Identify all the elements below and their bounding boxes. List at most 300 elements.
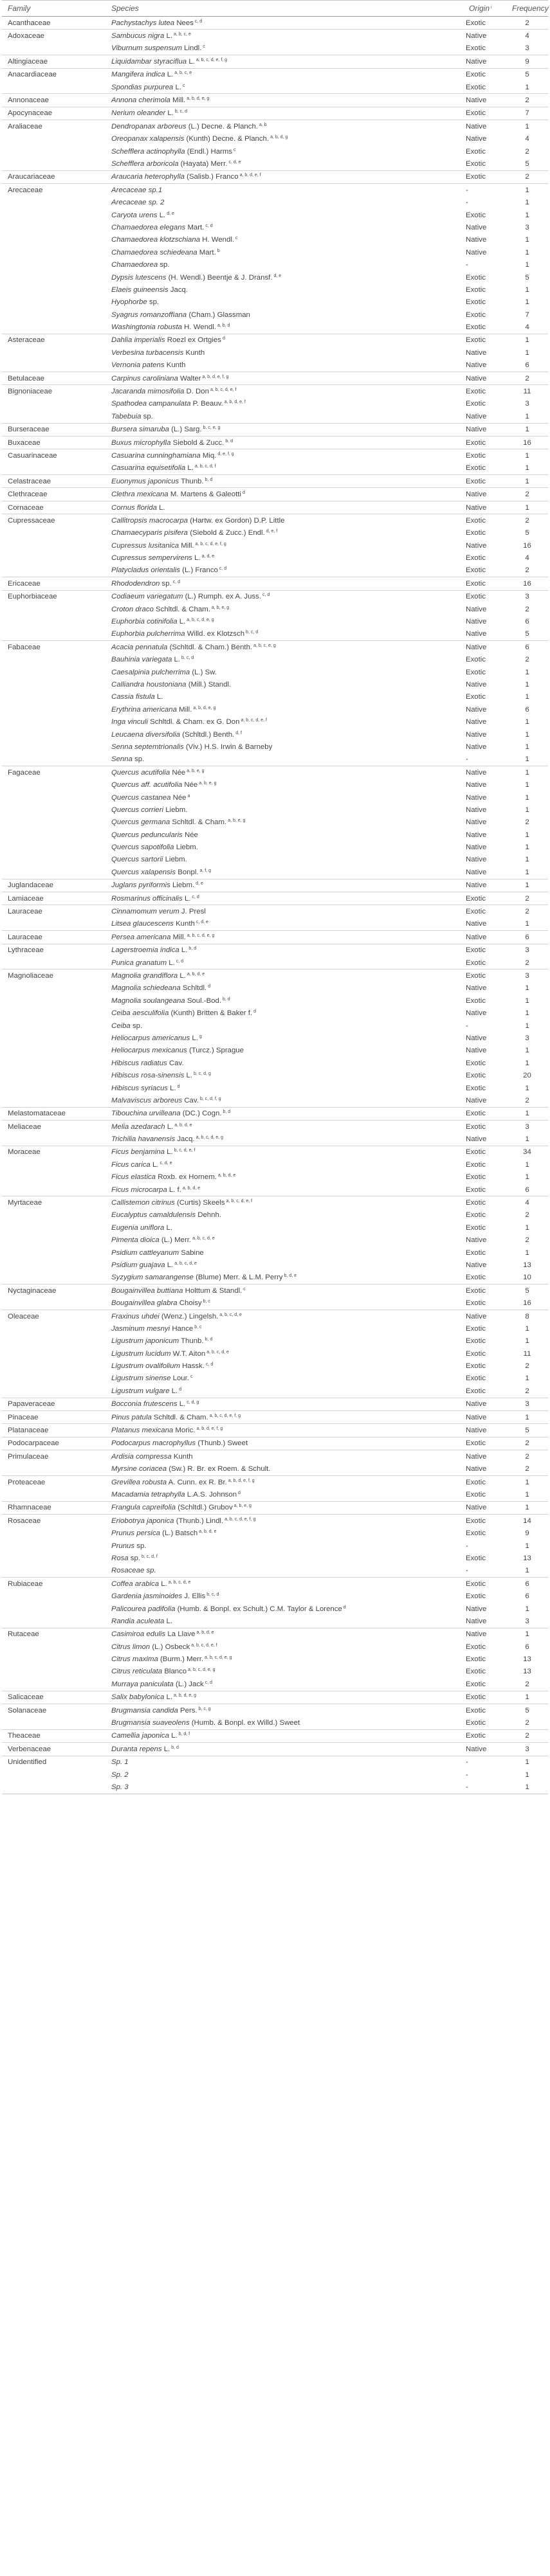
- table-row: [2, 475, 548, 488]
- species-name: Psidium guajava: [111, 1261, 165, 1269]
- family-cell: [2, 145, 105, 158]
- species-name: Annona cherimola: [111, 96, 170, 105]
- species-name: Hibiscus syriacus: [111, 1084, 168, 1092]
- species-name: Schefflera actinophylla: [111, 147, 185, 156]
- table-row: [2, 1120, 548, 1133]
- use-codes: a, b, c, e, g: [253, 643, 276, 648]
- use-codes: a, b, d, e, f: [239, 173, 261, 178]
- species-author: (Turcz.) Sprague: [188, 1047, 244, 1055]
- origin-cell: Exotic: [466, 1160, 486, 1169]
- table-row: [2, 359, 548, 372]
- family-cell: [2, 196, 105, 208]
- species-author: (L.) Rumph. ex A. Juss.: [185, 593, 261, 601]
- origin-cell: Exotic: [463, 905, 506, 918]
- table-row: [2, 654, 548, 666]
- table-row: [2, 957, 548, 969]
- frequency-cell: 6: [525, 705, 529, 714]
- frequency-cell: 1: [506, 1781, 548, 1794]
- family-cell: [2, 728, 105, 741]
- use-codes: a, b, d, e, g: [174, 1693, 197, 1698]
- species-author: Liebm.: [165, 806, 188, 814]
- origin-cell: Exotic: [463, 1146, 506, 1158]
- origin-cell: Exotic: [463, 436, 506, 449]
- species-name: Duranta repens: [111, 1745, 162, 1753]
- origin-cell: Native: [466, 223, 487, 231]
- origin-cell: Native: [466, 705, 487, 714]
- species-cell: [105, 68, 463, 81]
- species-name: Araucaria heterophylla: [111, 173, 185, 181]
- use-codes: d, e: [167, 211, 174, 216]
- use-codes: c: [182, 83, 185, 88]
- species-name: Dypsis lutescens: [111, 273, 167, 282]
- use-codes: c: [243, 1286, 246, 1292]
- family-cell: [2, 791, 105, 804]
- species-cell: [105, 1628, 463, 1641]
- species-author: L.: [171, 1387, 178, 1395]
- table-row: [2, 995, 548, 1007]
- family-cell: [2, 1615, 105, 1628]
- species-author: (Mill.) Standl.: [188, 681, 232, 689]
- origin-cell: Native: [463, 120, 506, 133]
- species-author: L.: [159, 503, 165, 512]
- family-cell: [2, 1335, 105, 1347]
- species-author: (L.) Sw.: [192, 668, 217, 676]
- species-name: Pimenta dioica: [111, 1236, 160, 1245]
- frequency-cell: 16: [523, 541, 531, 550]
- species-author: Holttum & Standl.: [185, 1286, 243, 1295]
- table-row: [2, 410, 548, 423]
- species-cell: [105, 1094, 463, 1107]
- family-cell: Oleaceae: [2, 1310, 105, 1322]
- family-cell: [2, 158, 105, 170]
- species-cell: [105, 1297, 463, 1310]
- species-name: Verbesina turbacensis: [111, 348, 184, 357]
- origin-cell: Exotic: [466, 311, 486, 319]
- origin-cell: Exotic: [466, 44, 486, 53]
- species-cell: [105, 969, 463, 982]
- species-cell: [105, 1716, 463, 1729]
- table-row: [2, 1716, 548, 1729]
- species-author: L.: [184, 894, 191, 903]
- family-cell: [2, 615, 105, 627]
- species-cell: [105, 107, 463, 120]
- use-codes: b, c, d: [206, 1592, 219, 1598]
- family-cell: [2, 462, 105, 475]
- frequency-cell: 1: [525, 1374, 529, 1383]
- species-author: Nees: [176, 19, 194, 27]
- origin-cell: Exotic: [466, 1655, 486, 1664]
- frequency-cell: 5: [506, 1704, 548, 1716]
- species-author: L.: [192, 1034, 198, 1042]
- table-row: [2, 703, 548, 716]
- species-cell: [105, 1590, 463, 1602]
- family-cell: Pinaceae: [2, 1410, 105, 1423]
- species-cell: [105, 309, 463, 321]
- species-cell: [105, 1704, 463, 1716]
- use-codes: a, b, c, d, e, f, g: [225, 1517, 256, 1522]
- table-row: [2, 539, 548, 552]
- origin-cell: -: [466, 755, 468, 764]
- use-codes: a, d, e: [201, 554, 215, 559]
- origin-cell: Exotic: [463, 1475, 506, 1488]
- species-cell: [105, 1385, 463, 1398]
- species-name: Eriobotrya japonica: [111, 1517, 174, 1525]
- species-author: (Viv.) H.S. Irwin & Barneby: [185, 743, 273, 751]
- family-cell: [2, 284, 105, 296]
- species-author: Walter: [180, 374, 201, 383]
- species-cell: [105, 1234, 463, 1247]
- species-name: Camellia japonica: [111, 1732, 169, 1740]
- species-name: Litsea glaucescens: [111, 920, 174, 928]
- use-codes: b, d: [225, 438, 234, 444]
- species-name: Rosa: [111, 1554, 129, 1562]
- use-codes: c: [203, 44, 205, 50]
- species-author: L.: [179, 1400, 186, 1409]
- species-name: Eugenia uniflora: [111, 1223, 165, 1232]
- species-cell: [105, 1020, 463, 1032]
- frequency-cell: 1: [525, 843, 529, 852]
- species-author: Jacq.: [177, 1135, 195, 1144]
- species-author: L.: [187, 464, 194, 473]
- species-author: L.: [170, 1084, 176, 1092]
- species-name: Oreopanax xalapensis: [111, 135, 185, 143]
- species-cell: [105, 55, 463, 68]
- family-cell: [2, 1678, 105, 1691]
- use-codes: a, b, c, d, e, f, g: [195, 541, 226, 546]
- frequency-cell: 1: [506, 1756, 548, 1769]
- species-author: Schltdl. & Cham.: [172, 818, 227, 827]
- table-row: [2, 1272, 548, 1284]
- species-cell: [105, 654, 463, 666]
- table-row: [2, 1373, 548, 1385]
- origin-cell: Exotic: [466, 1529, 486, 1538]
- table-row: [2, 258, 548, 271]
- frequency-cell: 2: [506, 488, 548, 501]
- species-name: Buxus microphylla: [111, 438, 171, 447]
- species-name: Clethra mexicana: [111, 491, 169, 499]
- frequency-cell: 1: [525, 211, 529, 219]
- species-cell: [105, 1578, 463, 1590]
- species-author: (H. Wendl.) Beentje & J. Dransf.: [168, 273, 273, 282]
- frequency-cell: 3: [506, 590, 548, 603]
- family-cell: [2, 1641, 105, 1653]
- frequency-cell: 1: [525, 1324, 529, 1333]
- table-row: [2, 81, 548, 94]
- use-codes: c: [190, 1374, 193, 1380]
- species-cell: [105, 17, 463, 30]
- origin-cell: Native: [466, 1047, 487, 1055]
- table-row: [2, 209, 548, 221]
- species-name: Cupressus lusitanica: [111, 541, 179, 550]
- family-cell: [2, 1488, 105, 1501]
- family-cell: [2, 347, 105, 359]
- use-codes: a, b, d, e: [187, 971, 205, 977]
- family-cell: Rhamnaceae: [2, 1501, 105, 1514]
- use-codes: c, d: [172, 579, 181, 584]
- species-name: Tabebuia: [111, 412, 142, 420]
- species-cell: [105, 1158, 463, 1171]
- use-codes: b, d, e: [284, 1274, 297, 1279]
- origin-cell: Exotic: [463, 590, 506, 603]
- frequency-cell: 6: [525, 618, 529, 626]
- species-cell: [105, 209, 463, 221]
- origin-cell: Native: [463, 879, 506, 892]
- family-cell: Celastraceae: [2, 475, 105, 488]
- frequency-cell: 2: [506, 892, 548, 905]
- species-cell: [105, 716, 463, 728]
- species-author: (Schltdl. & Cham.) Benth.: [169, 643, 253, 651]
- table-row: [2, 1221, 548, 1234]
- frequency-cell: 6: [525, 1643, 529, 1651]
- family-cell: [2, 854, 105, 866]
- species-author: Née: [184, 831, 198, 839]
- species-name: Calliandra houstoniana: [111, 681, 187, 689]
- species-author: Mart.: [199, 248, 216, 257]
- origin-cell: Native: [466, 730, 487, 739]
- species-name: Mangifera indica: [111, 71, 165, 79]
- use-codes: a, b, d, e, g: [187, 96, 210, 102]
- species-author: (Thunb.) Lindl.: [176, 1517, 224, 1525]
- frequency-cell: 4: [506, 1196, 548, 1209]
- origin-cell: Native: [463, 30, 506, 42]
- species-author: (Cham.) Glassman: [188, 311, 250, 319]
- species-name: Quercus germana: [111, 818, 170, 827]
- frequency-cell: 7: [525, 311, 529, 319]
- species-cell: [105, 982, 463, 995]
- use-codes: d: [208, 984, 211, 989]
- table-row: [2, 892, 548, 905]
- family-cell: [2, 1259, 105, 1271]
- family-cell: [2, 1322, 105, 1335]
- species-cell: [105, 475, 463, 488]
- origin-cell: Native: [466, 1617, 487, 1625]
- species-author: L.: [179, 971, 186, 980]
- frequency-cell: 13: [523, 1554, 531, 1562]
- species-name: Jasminum mesnyi: [111, 1324, 170, 1333]
- species-name: Quercus acutifolia: [111, 768, 170, 777]
- species-name: Eucalyptus camaldulensis: [111, 1211, 196, 1220]
- species-author: (L.) Franco: [182, 566, 218, 575]
- species-cell: [105, 42, 463, 55]
- origin-cell: Exotic: [466, 656, 486, 664]
- species-author: Willd. ex Klotzsch: [187, 630, 245, 638]
- table-row: [2, 309, 548, 321]
- origin-cell: -: [466, 261, 468, 269]
- origin-cell: Exotic: [463, 475, 506, 488]
- table-row: [2, 1133, 548, 1146]
- table-row: [2, 628, 548, 641]
- table-row: [2, 296, 548, 309]
- species-name: Quercus castanea: [111, 793, 171, 802]
- species-name: Malvaviscus arboreus: [111, 1096, 183, 1104]
- species-name: Magnolia soulangeana: [111, 996, 185, 1005]
- family-cell: [2, 1234, 105, 1247]
- species-name: Chamaedorea schiedeana: [111, 248, 197, 257]
- family-cell: [2, 1527, 105, 1539]
- origin-cell: Native: [466, 1465, 487, 1473]
- species-name: Magnolia grandiflora: [111, 971, 178, 980]
- origin-cell: Native: [466, 1096, 487, 1104]
- species-name: Rhododendron: [111, 579, 160, 588]
- species-author: Mill.: [179, 705, 192, 714]
- species-author: (Blume) Merr. & L.M. Perry: [196, 1274, 283, 1282]
- use-codes: b, c, d, g: [193, 1072, 211, 1077]
- table-row: [2, 133, 548, 145]
- species-name: Croton draco: [111, 605, 154, 613]
- species-name: Prunus persica: [111, 1529, 160, 1538]
- table-row: [2, 1247, 548, 1259]
- origin-cell: Native: [463, 423, 506, 436]
- species-cell: [105, 804, 463, 816]
- species-cell: [105, 615, 463, 627]
- use-codes: b, c, d, f, g: [199, 1096, 221, 1101]
- use-codes: c, d: [192, 894, 199, 899]
- species-cell: [105, 1272, 463, 1284]
- species-name: Hibiscus radiatus: [111, 1059, 167, 1067]
- origin-cell: Exotic: [463, 1196, 506, 1209]
- species-name: Ardisia compressa: [111, 1452, 172, 1461]
- use-codes: a: [187, 793, 190, 798]
- species-cell: [105, 449, 463, 462]
- table-row: [2, 969, 548, 982]
- species-cell: [105, 1373, 463, 1385]
- frequency-cell: 1: [506, 1628, 548, 1641]
- origin-cell: Exotic: [466, 1059, 486, 1067]
- origin-cell: Native: [463, 372, 506, 384]
- use-codes: a, b, c, d, e, f: [241, 718, 267, 723]
- origin-cell: Native: [466, 1034, 487, 1042]
- frequency-cell: 1: [525, 1047, 529, 1055]
- species-name: Bocconia frutescens: [111, 1400, 178, 1409]
- species-cell: [105, 1069, 463, 1081]
- table-row: [2, 184, 548, 197]
- species-name: Arecaceae sp.1: [111, 186, 163, 194]
- species-cell: [105, 1653, 463, 1665]
- species-name: Quercus sapotifolia: [111, 843, 174, 852]
- frequency-cell: 4: [525, 554, 529, 563]
- frequency-cell: 1: [525, 755, 529, 764]
- species-name: Heliocarpus mexicanus: [111, 1047, 187, 1055]
- frequency-cell: 2: [506, 17, 548, 30]
- family-cell: Proteaceae: [2, 1475, 105, 1488]
- table-row: [2, 1297, 548, 1310]
- family-cell: Primulaceae: [2, 1450, 105, 1463]
- frequency-cell: 6: [506, 641, 548, 654]
- use-codes: b, d: [223, 1110, 231, 1115]
- use-codes: a, b, d, e, g: [193, 705, 216, 710]
- species-name: Magnolia schiedeana: [111, 984, 181, 993]
- frequency-cell: 10: [523, 1274, 531, 1282]
- table-row: [2, 1360, 548, 1372]
- table-row: [2, 1069, 548, 1081]
- species-name: Callitropsis macrocarpa: [111, 516, 188, 525]
- table-row: [2, 1398, 548, 1410]
- frequency-cell: 5: [506, 1424, 548, 1437]
- use-codes: a, b, d, e: [217, 1173, 236, 1178]
- family-cell: Juglandaceae: [2, 879, 105, 892]
- table-row: [2, 1501, 548, 1514]
- table-row: [2, 1107, 548, 1120]
- origin-cell: Native: [466, 843, 487, 852]
- origin-cell: Exotic: [466, 211, 486, 219]
- origin-cell: Exotic: [463, 170, 506, 183]
- origin-cell: Exotic: [466, 1680, 486, 1688]
- table-row: [2, 1463, 548, 1476]
- species-name: Dendropanax arboreus: [111, 122, 187, 131]
- table-row: [2, 1552, 548, 1564]
- origin-cell: Native: [466, 630, 487, 638]
- species-author: Siebold & Zucc.: [172, 438, 225, 447]
- frequency-cell: 1: [525, 1567, 529, 1575]
- species-name: Sambucus nigra: [111, 32, 165, 41]
- species-cell: [105, 258, 463, 271]
- frequency-cell: 1: [525, 743, 529, 751]
- use-codes: a, b, c, d, e: [168, 1580, 191, 1585]
- family-cell: [2, 1069, 105, 1081]
- family-cell: Casuarinaceae: [2, 449, 105, 462]
- species-author: Moric.: [175, 1427, 196, 1435]
- frequency-cell: 6: [525, 1592, 529, 1601]
- origin-cell: Exotic: [463, 944, 506, 957]
- use-codes: a, b, c, d, e, f, g: [196, 57, 228, 62]
- family-cell: [2, 654, 105, 666]
- origin-cell: Exotic: [466, 273, 486, 282]
- origin-cell: Native: [463, 55, 506, 68]
- frequency-cell: 2: [525, 656, 529, 664]
- frequency-cell: 2: [525, 1211, 529, 1220]
- table-row: [2, 1540, 548, 1552]
- use-codes: c, d: [194, 19, 203, 24]
- origin-cell: Exotic: [463, 514, 506, 527]
- species-cell: [105, 816, 463, 829]
- frequency-cell: 1: [525, 1337, 529, 1346]
- species-name: Chamaedorea: [111, 261, 158, 269]
- species-author: Schltdl. & Cham.: [153, 1413, 208, 1421]
- family-cell: Lamiaceae: [2, 892, 105, 905]
- species-author: Choisy: [179, 1299, 202, 1308]
- species-name: Randia aculeata: [111, 1617, 165, 1625]
- species-name: Chamaedorea elegans: [111, 223, 186, 231]
- family-cell: [2, 81, 105, 94]
- frequency-cell: 1: [525, 996, 529, 1005]
- origin-cell: Native: [466, 1135, 487, 1144]
- species-author: (Kunth) Britten & Baker f.: [170, 1009, 253, 1018]
- family-cell: [2, 703, 105, 716]
- table-row: [2, 615, 548, 627]
- family-cell: [2, 271, 105, 284]
- species-author: Mill.: [181, 541, 194, 550]
- header-origin: [463, 1, 506, 17]
- family-cell: Asteraceae: [2, 334, 105, 347]
- table-row: [2, 603, 548, 615]
- use-codes: d: [238, 1491, 241, 1495]
- origin-cell: Exotic: [466, 1185, 486, 1194]
- species-name: Ligustrum japonicum: [111, 1337, 179, 1346]
- species-cell: [105, 1615, 463, 1628]
- table-row: [2, 1335, 548, 1347]
- species-author: L.: [186, 1072, 192, 1080]
- species-author: Schltdl.: [182, 984, 207, 993]
- species-cell: [105, 385, 463, 398]
- family-cell: [2, 1007, 105, 1019]
- species-name: Liquidambar styraciflua: [111, 57, 187, 66]
- use-codes: b, c: [194, 1324, 202, 1329]
- species-author: (Wenz.) Lingelsh.: [161, 1312, 219, 1320]
- origin-cell: Exotic: [466, 1248, 486, 1257]
- family-cell: [2, 1057, 105, 1069]
- use-codes: a, b, e, g: [228, 818, 246, 824]
- frequency-cell: 16: [506, 577, 548, 590]
